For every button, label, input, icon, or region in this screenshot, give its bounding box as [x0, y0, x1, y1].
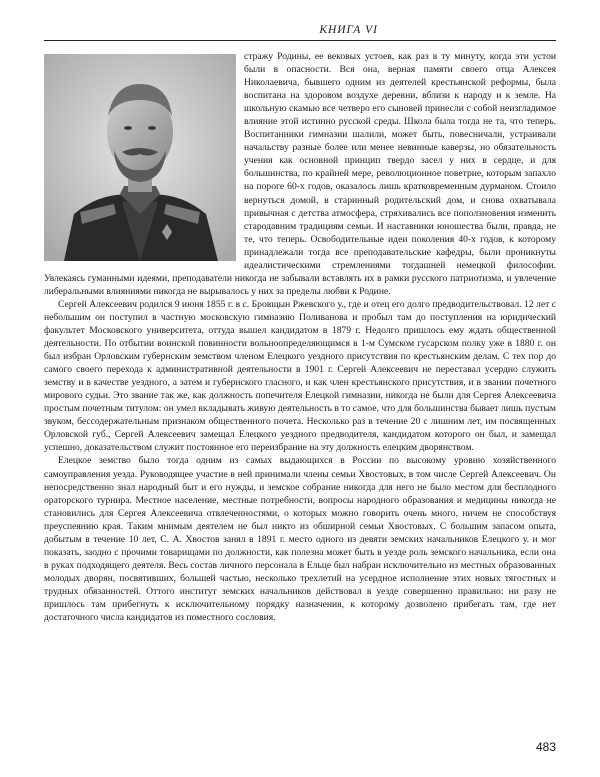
running-title: КНИГА VI [319, 24, 378, 36]
running-header [44, 20, 556, 42]
main-text [44, 50, 556, 624]
page-number: 483 [535, 740, 556, 754]
paragraph-1: стражу Родины, ее вековых устоев, как раз в ту минуту, когда эти устои были в опасности. Вся она, верная памяти своего отца Алексея Николаевича, бывшего одним из деятелей крестьянской реформы, была воспитана на здоровом воздухе деревни, вблизи к народу и к земле. На школьную скамью все четверо его сыновей принесли с собой неизгладимое влияние этой истинно русской среды. Школа была тогда не та, что теперь. Воспитанники гимназии шалили, может быть, повесничали, устраивали начальству разные более или менее невинные каверзы, но обязательность учения как основной принцип твердо засел у них в сердце, и для большинства, по крайней мере, революционное поветрие, которым запахло на пороге 60-х годов, оказалось лишь кратковременным дурманом. Стоило вернуться домой, в старинный родительский дом, и снова охватывала привычная с детства атмосфера, стряхивались все поползновения изменить стародавним традициям семьи. И наставники юношества были, правда, не те, что теперь. Освободительные идеи поколения 40-х годов, к которому принадлежали тогда все преподавательские кафедры, были проникнуты идеалистическими стремлениями тогдашней немецкой философии. Увлекаясь гуманными идеями, преподаватели никогда не забывали вставлять их в рамки русского патриотизма, и увлечение либеральными влияниями никогда не вырывалось у них за пределы любви к Родине. [44, 51, 556, 297]
paragraph-2: Сергей Алексеевич родился 9 июня 1855 г. в с. Бровщын Ржевского у., где и отец его долго предводительствовал. 12 лет с небольшим он поступил в частную московскую гимназию Поливанова и пробыл там до поступления на юридический факультет Московского университета, оттуда вышел кандидатом в 1879 г. Недолго пришлось ему ждать общественной деятельности. По отбытии воинской повинности вольноопределяющимся в 1-м Сумском гусарском полку уже в 1880 г. он был избран Орловским губернским земством членом Елецкого уездного присутствия по крестьянским делам. С тех пор до самого своего перехода к административной деятельности в 1901 г. Сергей Алексеевич не переставал усердно служить земству и в качестве уездного, а затем и губернского гласного, и как член крестьянского присутствия, и в звании почетного мирового судьи. Это звание так же, как должность попечителя Елецкой гимназии, никогда не были для Сергея Алексеевича простым почетным титулом: он умел вкладывать живую деятельность в то самое, что для большинства бывает лишь пустым звуком, бессодержательным признаком общественного почета. Несколько раз в течение 20 с лишним лет, им посвященных Орловской губ., Сергей Алексеевич замещал Елецкого уездного предводителя, кандидатом которого он был, и замещал успешно, доказательством служит постоянное его переизбрание на эту должность елецким дворянством. [44, 298, 556, 454]
paragraph-3: Елецкое земство было тогда одним из самых выдающихся в России по высокому уровню хозяйственного самоуправления уезда. Руководящее участие в ней принимали члены семьи Хвостовых, в том числе Сергей Алексеевич. Он непосредственно знал народный быт и его нужды, и земское собрание никогда для него не было местом для бесплодного ораторского турнира. Местное население, местные потребности, вопросы народного образования и медицины никогда не становились для Сергея Алексеевича отвлеченностями, о которых можно говорить очень много, ничем не способствуя преуспеянию края. Таким мнимым деятелем не был никто из обширной семьи Хвостовых. С большим запасом опыта, добытым в течение 10 лет, С. А. Хвостов занял в 1891 г. место одного из девяти земских начальников Елецкого у. и мог показать, заодно с прочими товарищами по должности, как полезна может быть в уезде роль земского начальника, если она в руках подходящего деятеля. Весь состав личного персонала в Ельце был набран исключительно из местных образованных молодых дворян, посвятивших, большей частью, несколько трехлетий на усердное исполнение этих новых тягостных и трудных обязанностей. Оттого институт земских начальников действовал в уезде совершенно правильно: ни разу не пришлось там прибегнуть к исключительному порядку назначения, к которому дозволено прибегать там, где нет достаточного числа кандидатов из поместного сословия. [44, 455, 556, 624]
portrait-photo-icon [44, 54, 236, 261]
header-rule [44, 40, 556, 41]
